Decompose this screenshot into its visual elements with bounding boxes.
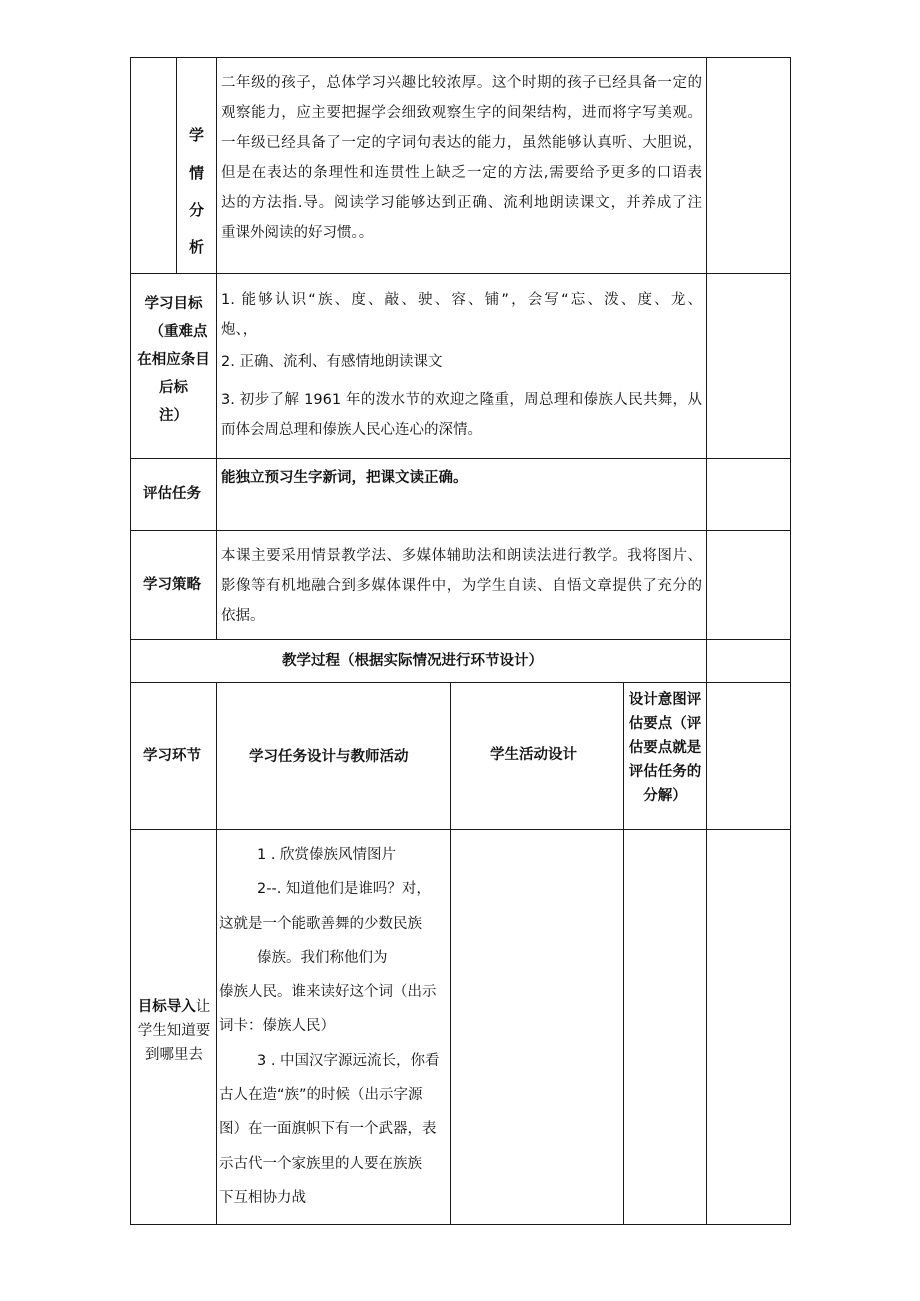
objective-item-2: 2. 正确、流利、有感情地朗读课文 [221, 354, 443, 370]
grid-line [216, 682, 217, 1225]
label-line: 在相应条目 [137, 352, 210, 368]
text-line: 下互相协力战 [219, 1189, 306, 1206]
text-line: 但是在表达的条理性和连贯性上缺乏一定的方法,需要给予更多的口语表 [221, 165, 702, 181]
grid-line [706, 57, 707, 1225]
text-line: 傣族人民。谁来读好这个词（出示 [219, 984, 437, 1001]
header-line: 估要点就是 [628, 740, 702, 756]
objective-item-3-cont: 而体会周总理和傣族人民心连心的深情。 [221, 422, 482, 438]
daoru-label-bold: 目标导入 [137, 999, 196, 1015]
text-line: 词卡：傣族人民） [219, 1018, 335, 1035]
header-stage: 学习环节 [143, 748, 201, 764]
celue-label: 学习策略 [143, 577, 201, 593]
objective-item-3: 3. 初步了解 1961 年的泼水节的欢迎之隆重，周总理和傣族人民共舞，从 [221, 392, 702, 408]
daoru-text [219, 838, 448, 1215]
grid-line [130, 273, 791, 274]
grid-line [130, 682, 791, 683]
grid-line [130, 530, 791, 531]
text-line: 3 . 中国汉字源远流长，你看 [257, 1052, 440, 1069]
label-line: （重难点 [149, 324, 208, 340]
grid-line [450, 682, 451, 1225]
header-teacher-activity: 学习任务设计与教师活动 [249, 749, 409, 765]
label-char: 分 [189, 201, 205, 219]
text-line: 本课主要采用情景教学法、多媒体辅助法和朗读法进行教学。我将图片、 [221, 548, 702, 564]
header-line: 评估任务的 [628, 764, 702, 780]
label-line: 注） [159, 408, 188, 424]
pinggu-label: 评估任务 [143, 486, 201, 502]
grid-line [623, 682, 624, 1225]
text-line: 1 . 欣赏傣族风情图片 [257, 847, 397, 863]
header-student-activity: 学生活动设计 [490, 747, 577, 763]
mubiao-text [221, 285, 702, 445]
celue-text [221, 541, 702, 631]
xueqing-text [221, 68, 702, 248]
text-line: 观察能力，应主要把握学会细致观察生字的间架结构，进而将字写美观。 [221, 105, 702, 121]
label-char: 学 [189, 126, 205, 144]
label-char: 情 [189, 164, 205, 182]
mubiao-label [131, 290, 216, 430]
daoru-label-line: 学生知道要 [137, 1023, 211, 1039]
text-line: 重课外阅读的好习惯。。 [221, 225, 374, 241]
header-line: 设计意图评 [628, 692, 702, 708]
text-line: 一年级已经具备了一定的字词句表达的能力，虽然能够认真听、大胆说， [221, 135, 702, 151]
table-border-left [130, 57, 131, 1225]
daoru-label [134, 995, 214, 1067]
text-line: 图）在一面旗帜下有一个武器，表 [219, 1121, 437, 1138]
grid-line [216, 57, 217, 639]
table-border-bottom [130, 1224, 791, 1225]
objective-item-1-cont: 炮、， [221, 322, 258, 338]
text-line: 古人在造“族”的时候（出示字源 [219, 1087, 423, 1104]
header-line: 估要点（评 [628, 716, 702, 732]
text-line: 示古代一个家族里的人要在族族 [219, 1155, 422, 1172]
pinggu-text: 能独立预习生字新词，把课文读正确。 [221, 470, 468, 486]
header-design-intent [625, 688, 705, 808]
grid-line [130, 829, 791, 830]
label-line: 后标 [159, 380, 188, 396]
grid-line [176, 57, 177, 274]
label-line: 学习目标 [144, 296, 203, 312]
text-line: 2--. 知道他们是谁吗？对， [257, 881, 431, 898]
text-line: 影像等有机地融合到多媒体课件中，为学生自读、自悟文章提供了充分的 [221, 578, 702, 594]
process-title: 教学过程（根据实际情况进行环节设计） [282, 653, 543, 669]
table-border-right [790, 57, 791, 1225]
grid-line [130, 639, 791, 640]
text-line: 这就是一个能歌善舞的少数民族 [219, 915, 422, 932]
table-border-top [130, 57, 791, 58]
text-line: 依据。 [221, 608, 265, 624]
header-line: 分解） [643, 788, 687, 804]
text-line: 达的方法指.导。阅读学习能够达到正确、流利地朗读课文，并养成了注 [221, 195, 702, 211]
daoru-label-line: 到哪里去 [145, 1047, 203, 1063]
text-line: 二年级的孩子，总体学习兴趣比较浓厚。这个时期的孩子已经具备一定的 [221, 75, 702, 91]
daoru-label-rest: 让 [195, 999, 211, 1015]
grid-line [130, 458, 791, 459]
label-char: 析 [189, 238, 205, 256]
objective-item-1: 1. 能够认识“族、度、敲、驶、容、铺”，会写“忘、泼、度、龙、 [221, 292, 702, 308]
text-line: 傣族。我们称他们为 [257, 949, 388, 966]
